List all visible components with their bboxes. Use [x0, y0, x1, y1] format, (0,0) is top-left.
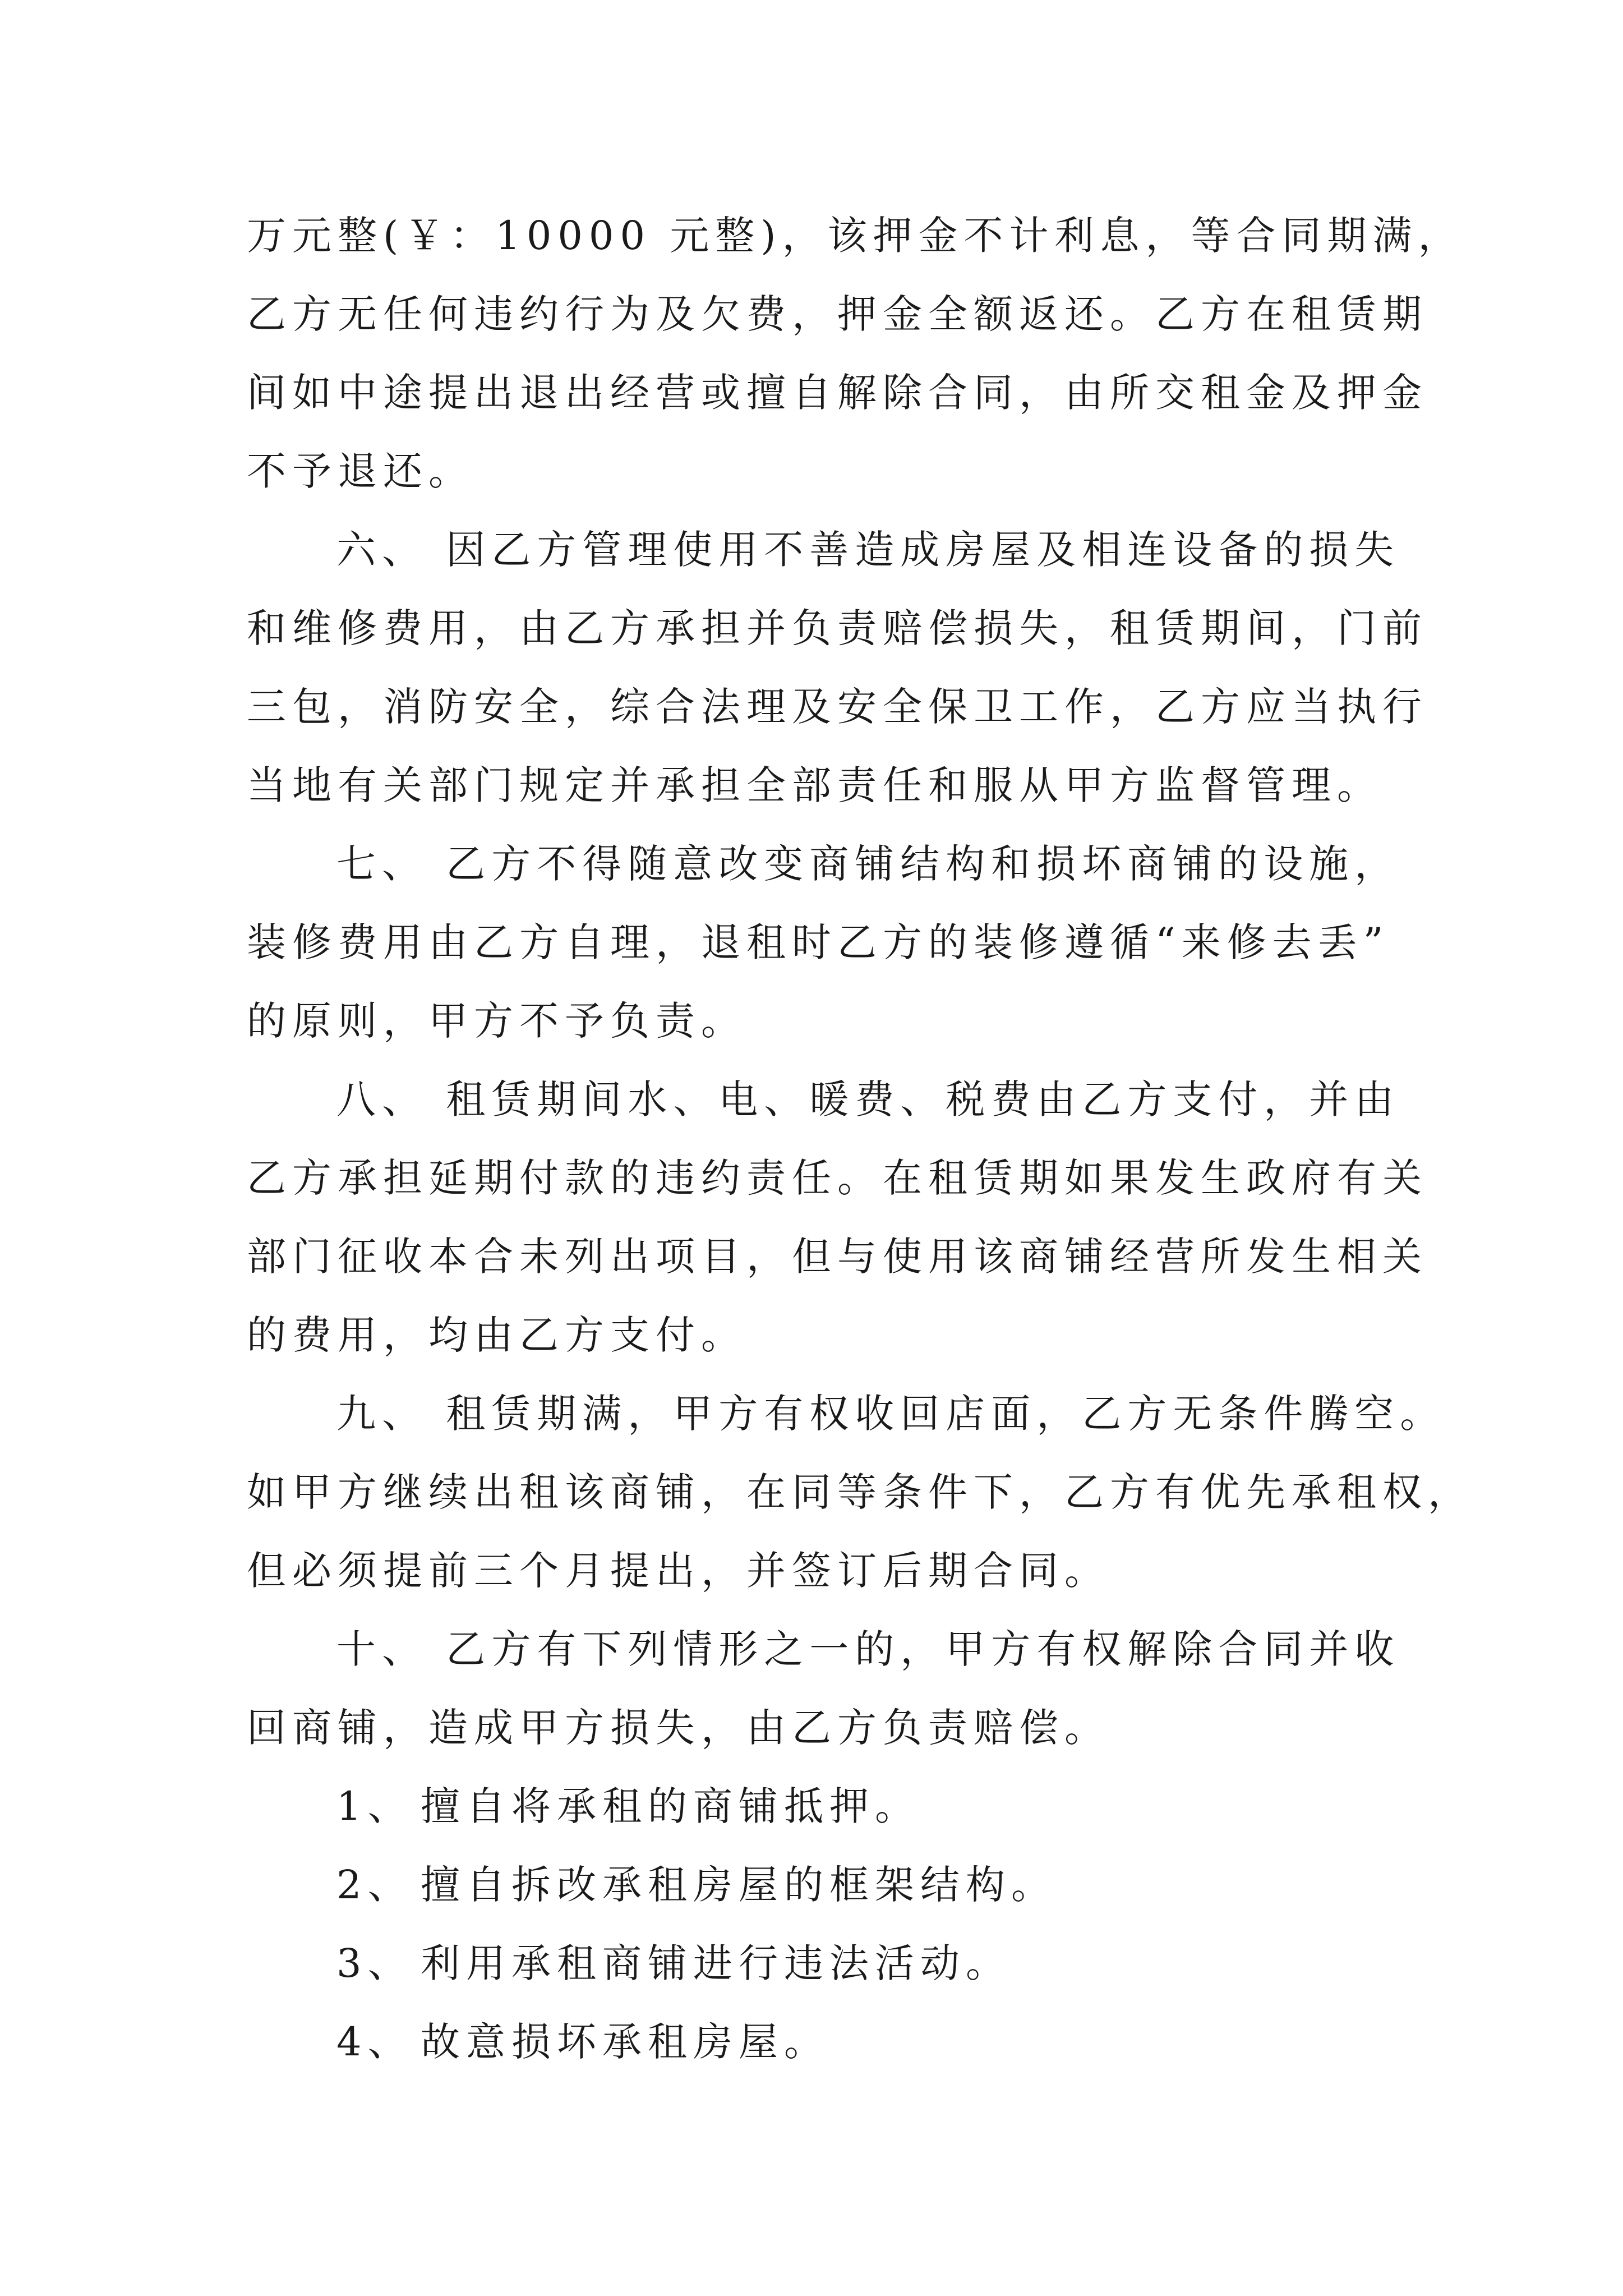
text-line: 的费用，均由乙方支付。: [247, 1312, 746, 1358]
clause-heading-line: 八、 租赁期间水、电、暖费、税费由乙方支付，并由: [336, 1076, 1400, 1122]
list-item: [336, 1779, 920, 1833]
text-line: 乙方承担延期付款的违约责任。在租赁期如果发生政府有关: [247, 1155, 1428, 1201]
list-item: [336, 2015, 829, 2069]
list-item-text: 擅自拆改承租房屋的框架结构。: [421, 1862, 1057, 1908]
text-line: 和维修费用，由乙方承担并负责赔偿损失，租赁期间，门前: [247, 605, 1428, 651]
list-item-text: 利用承租商铺进行违法活动。: [421, 1940, 1011, 1986]
list-item-number: 1、: [336, 1783, 413, 1829]
text-line: 装修费用由乙方自理，退租时乙方的装修遵循“来修去丢”: [247, 919, 1390, 965]
list-item: [336, 1858, 1057, 1912]
list-item-number: 3、: [336, 1940, 413, 1986]
text-line: 乙方无任何违约行为及欠费，押金全额返还。乙方在租赁期: [247, 291, 1428, 337]
text-line: 部门征收本合未列出项目，但与使用该商铺经营所发生相关: [247, 1234, 1428, 1280]
text-line: 但必须提前三个月提出，并签订后期合同。: [247, 1548, 1110, 1594]
text-line: 当地有关部门规定并承担全部责任和服从甲方监督管理。: [247, 762, 1382, 808]
text-line: 回商铺，造成甲方损失，由乙方负责赔偿。: [247, 1705, 1110, 1751]
clause-heading-line: 七、 乙方不得随意改变商铺结构和损坏商铺的设施，: [336, 841, 1400, 887]
text-line: 三包，消防安全，综合法理及安全保卫工作，乙方应当执行: [247, 684, 1428, 730]
clause-heading-line: 十、 乙方有下列情形之一的，甲方有权解除合同并收: [336, 1626, 1400, 1672]
text-line: 间如中途提出退出经营或擅自解除合同，由所交租金及押金: [247, 370, 1428, 416]
list-item-text: 擅自将承租的商铺抵押。: [421, 1783, 920, 1829]
list-item-number: 4、: [336, 2019, 413, 2065]
text-line: 的原则，甲方不予负责。: [247, 998, 746, 1044]
clause-heading-line: 六、 因乙方管理使用不善造成房屋及相连设备的损失: [336, 527, 1400, 573]
text-line: 万元整(￥：10000 元整)，该押金不计利息，等合同期满，: [247, 213, 1464, 259]
list-item-number: 2、: [336, 1862, 413, 1908]
text-line: 如甲方继续出租该商铺，在同等条件下，乙方有优先承租权，: [247, 1469, 1473, 1515]
list-item-text: 故意损坏承租房屋。: [421, 2019, 829, 2065]
list-item: [336, 1936, 1011, 1990]
clause-heading-line: 九、 租赁期满，甲方有权收回店面，乙方无条件腾空。: [336, 1391, 1446, 1437]
text-line: 不予退还。: [247, 448, 474, 494]
